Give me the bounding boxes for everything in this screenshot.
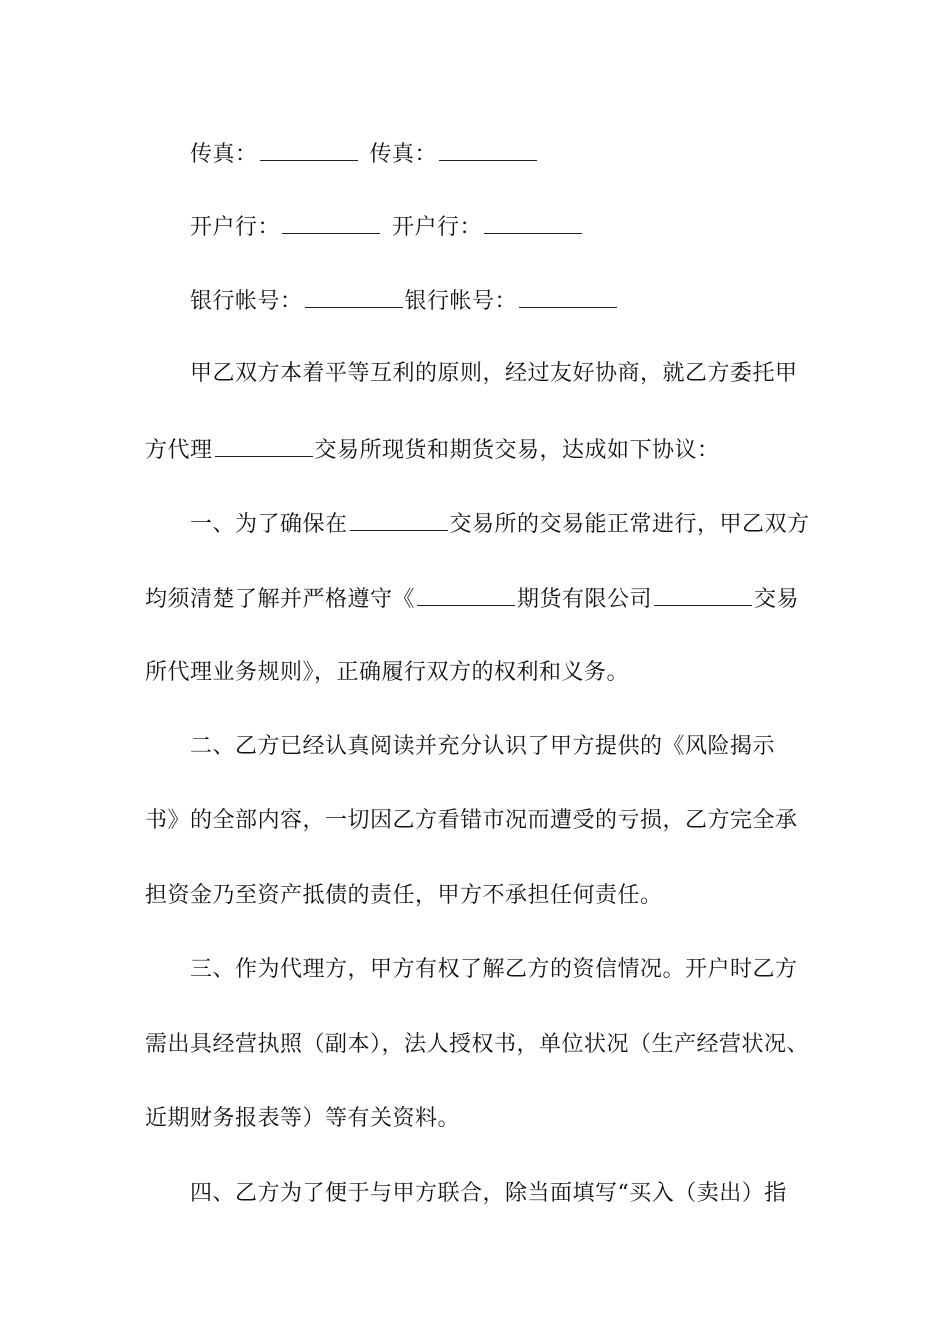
intro-line-2-suffix: 交易所现货和期货交易，达成如下协议：	[314, 438, 720, 463]
exchange-name-blank	[215, 434, 313, 457]
clause-3-line-2: 需出具经营执照（副本），法人授权书，单位状况（生产经营状况、	[145, 1032, 810, 1057]
fax-blank-party-b	[439, 138, 537, 161]
intro-line-2-prefix: 方代理	[145, 438, 213, 463]
account-row	[190, 285, 860, 317]
bank-label-party-b: 开户行：	[392, 215, 483, 240]
clause-1-line-1-prefix: 一、为了确保在	[190, 512, 348, 537]
clause-2-line-2: 书》的全部内容，一切因乙方看错市况而遭受的亏损，乙方完全承	[145, 808, 798, 833]
clause-1-line-1-suffix: 交易所的交易能正常进行，甲乙双方	[449, 512, 810, 537]
account-label-party-a: 银行帐号：	[190, 289, 303, 314]
clause-4-line-1: 四、乙方为了便于与甲方联合，除当面填写“买入（卖出）指	[190, 1181, 787, 1206]
clause-1-line-3: 所代理业务规则》，正确履行双方的权利和义务。	[145, 660, 630, 685]
clause-1-line-2-suffix: 交易	[754, 587, 800, 612]
clause-1-exchange-blank	[350, 508, 448, 531]
clause-1-exchange-blank-2	[654, 583, 752, 606]
fax-blank-party-a	[260, 138, 358, 161]
bank-blank-party-a	[282, 211, 380, 234]
intro-line-1: 甲乙双方本着平等互利的原则，经过友好协商，就乙方委托甲	[190, 361, 798, 386]
fax-label-party-b: 传真：	[369, 142, 438, 167]
account-blank-party-a	[305, 285, 403, 308]
clause-1-line-2	[145, 583, 815, 615]
clause-1-line-2-prefix: 均须清楚了解并严格遵守《	[145, 587, 416, 612]
clause-2-line-1: 二、乙方已经认真阅读并充分认识了甲方提供的《风险揭示	[190, 734, 776, 759]
clause-2-line-3: 担资金乃至资产抵债的责任，甲方不承担任何责任。	[145, 883, 663, 908]
clause-1-line-1	[190, 508, 860, 540]
clause-3-line-1: 三、作为代理方，甲方有权了解乙方的资信情况。开户时乙方	[190, 957, 798, 982]
clause-3-line-3: 近期财务报表等）等有关资料。	[145, 1106, 461, 1131]
account-label-party-b: 银行帐号：	[404, 289, 518, 314]
bank-blank-party-b	[484, 211, 582, 234]
clause-1-line-2-middle: 期货有限公司	[517, 587, 653, 612]
intro-line-2	[145, 434, 815, 466]
bank-row	[190, 211, 860, 243]
account-blank-party-b	[519, 285, 617, 308]
fax-label-party-a: 传真：	[190, 142, 258, 167]
clause-1-company-blank	[417, 583, 515, 606]
fax-row	[190, 138, 860, 170]
bank-label-party-a: 开户行：	[190, 215, 281, 240]
